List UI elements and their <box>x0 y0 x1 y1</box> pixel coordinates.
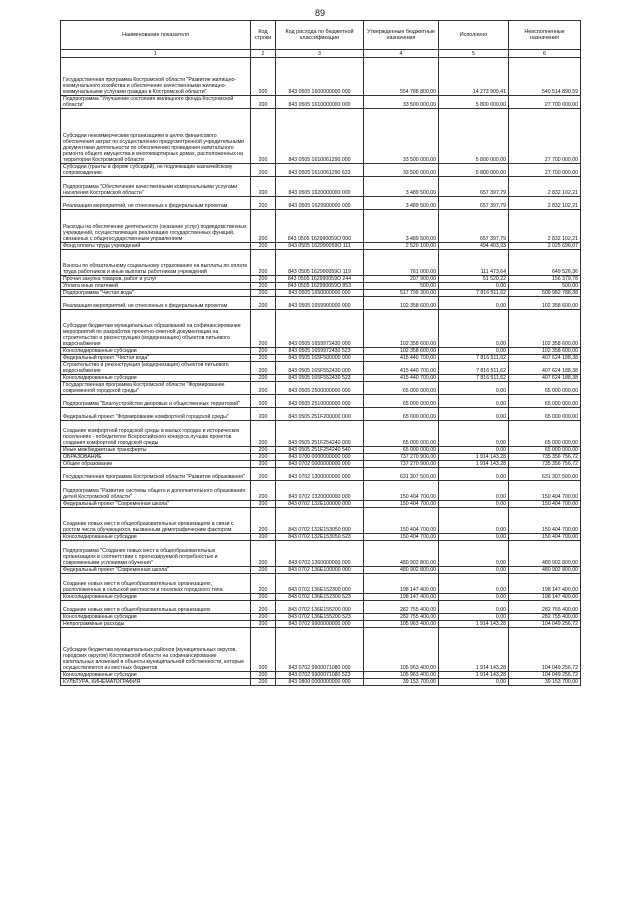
row-approved-cell: 33 500 000,00 <box>364 109 439 164</box>
row-code-cell: 200 <box>251 508 276 534</box>
row-code-cell: 200 <box>251 594 276 601</box>
row-code-cell: 200 <box>251 243 276 250</box>
row-remaining-cell: 27 700 000,00 <box>509 164 581 177</box>
table-row <box>61 454 581 461</box>
row-remaining-cell: 407 624 188,38 <box>509 362 581 375</box>
table-row <box>61 395 581 408</box>
row-code-cell: 200 <box>251 614 276 621</box>
row-remaining-cell: 631 307 500,00 <box>509 468 581 481</box>
row-approved-cell: 761 000,00 <box>364 250 439 276</box>
row-name-cell: Государственная программа Костромской области "Развитие образования" <box>61 468 251 481</box>
row-code-cell: 200 <box>251 628 276 672</box>
row-remaining-cell: 65 000 000,00 <box>509 421 581 447</box>
row-executed-cell: 657 397,79 <box>439 197 509 210</box>
row-code-cell: 200 <box>251 461 276 468</box>
row-kbk-cell: 843 0505 165F552430 523 <box>276 375 364 382</box>
row-kbk-cell: 843 0505 1659972430 000 <box>276 310 364 348</box>
row-kbk-cell: 843 0505 162990059О 853 <box>276 283 364 290</box>
row-remaining-cell: 104 049 256,72 <box>509 672 581 679</box>
row-remaining-cell: 407 624 188,38 <box>509 355 581 362</box>
row-approved-cell: 500,00 <box>364 283 439 290</box>
row-executed-cell: 0,00 <box>439 501 509 508</box>
row-kbk-cell: 843 0505 162990059О 119 <box>276 250 364 276</box>
table-row <box>61 679 581 686</box>
row-executed-cell: 7 816 511,62 <box>439 355 509 362</box>
row-name-cell: Создание новых мест в общеобразовательных организациях в связи с ростом числа обучающихся, вызванным демографическим фактором <box>61 508 251 534</box>
table-row <box>61 621 581 628</box>
row-name-cell: Федеральный проект "Современная школа" <box>61 501 251 508</box>
row-name-cell: Федеральный проект "Формирование комфортной городской среды" <box>61 408 251 421</box>
row-name-cell: Субсидии некоммерческим организациям в целях финансового обеспечения затрат по осуществлению предусмотренной учредительными документами деятельности по обеспечению проведения капитального ремонта общего имущества в многоквартирных домах, расположенных на территории Костромской области <box>61 109 251 164</box>
row-name-cell: Субсидии бюджетам муниципальных образований на софинансирование мероприятий по разработке проектно-сметной документации на строительство и реконструкцию (модернизацию) объектов питьевого водоснабжения <box>61 310 251 348</box>
row-remaining-cell: 2 025 696,07 <box>509 243 581 250</box>
row-executed-cell: 5 800 000,00 <box>439 96 509 109</box>
row-kbk-cell: 843 0505 1610061290 000 <box>276 109 364 164</box>
row-executed-cell: 0,00 <box>439 614 509 621</box>
row-code-cell: 200 <box>251 382 276 395</box>
row-remaining-cell: 27 700 000,00 <box>509 109 581 164</box>
row-approved-cell: 198 147 400,00 <box>364 594 439 601</box>
table-row <box>61 250 581 276</box>
row-remaining-cell: 735 356 756,72 <box>509 461 581 468</box>
row-executed-cell: 0,00 <box>439 297 509 310</box>
row-approved-cell: 65 000 000,00 <box>364 408 439 421</box>
row-kbk-cell: 843 0505 2500000000 000 <box>276 382 364 395</box>
row-executed-cell: 0,00 <box>439 382 509 395</box>
table-row <box>61 541 581 567</box>
row-code-cell: 200 <box>251 395 276 408</box>
row-kbk-cell: 843 0702 136E152300 000 <box>276 574 364 594</box>
row-kbk-cell: 843 0505 2510000000 000 <box>276 395 364 408</box>
row-kbk-cell: 843 0505 165F500000 000 <box>276 355 364 362</box>
budget-execution-table <box>60 20 581 686</box>
table-row <box>61 574 581 594</box>
row-executed-cell: 0,00 <box>439 679 509 686</box>
row-remaining-cell: 2 832 102,21 <box>509 177 581 197</box>
row-approved-cell: 415 440 700,00 <box>364 375 439 382</box>
row-executed-cell: 7 816 511,62 <box>439 375 509 382</box>
row-kbk-cell: 843 0505 251F200000 000 <box>276 408 364 421</box>
row-remaining-cell: 102 358 600,00 <box>509 348 581 355</box>
table-row <box>61 276 581 283</box>
row-name-cell: Непрограммные расходы <box>61 621 251 628</box>
row-name-cell: Подпрограмма "Благоустройство дворовых и общественных территорий" <box>61 395 251 408</box>
row-kbk-cell: 843 0702 136E100000 000 <box>276 567 364 574</box>
table-row <box>61 382 581 395</box>
row-approved-cell: 33 500 000,00 <box>364 96 439 109</box>
row-executed-cell: 7 816 511,62 <box>439 290 509 297</box>
row-code-cell: 200 <box>251 250 276 276</box>
row-approved-cell: 480 902 800,00 <box>364 541 439 567</box>
row-executed-cell: 0,00 <box>439 310 509 348</box>
row-code-cell: 200 <box>251 534 276 541</box>
row-approved-cell: 102 358 600,00 <box>364 348 439 355</box>
row-approved-cell: 2 520 100,00 <box>364 243 439 250</box>
row-approved-cell: 554 788 800,00 <box>364 58 439 96</box>
row-remaining-cell: 65 000 000,00 <box>509 382 581 395</box>
row-remaining-cell: 480 902 800,00 <box>509 567 581 574</box>
row-name-cell: ОБРАЗОВАНИЕ <box>61 454 251 461</box>
table-row <box>61 58 581 96</box>
row-code-cell: 200 <box>251 297 276 310</box>
header-line-code: Код строки <box>251 21 276 50</box>
row-kbk-cell: 843 0505 251F254240 540 <box>276 447 364 454</box>
row-name-cell: Консолидированные субсидии <box>61 672 251 679</box>
row-remaining-cell: 2 832 102,21 <box>509 197 581 210</box>
row-kbk-cell: 843 0505 162990059О 244 <box>276 276 364 283</box>
row-name-cell: Подпрограмма "Чистая вода" <box>61 290 251 297</box>
row-name-cell: Фонд оплаты труда учреждений <box>61 243 251 250</box>
table-row <box>61 283 581 290</box>
page-number: 89 <box>314 8 325 18</box>
row-approved-cell: 282 755 400,00 <box>364 601 439 614</box>
column-number: 2 <box>251 50 276 58</box>
row-name-cell: Создание новых мест в общеобразовательных организациях <box>61 601 251 614</box>
row-approved-cell: 150 404 700,00 <box>364 501 439 508</box>
row-kbk-cell: 843 0702 136E152300 523 <box>276 594 364 601</box>
row-approved-cell: 415 440 700,00 <box>364 362 439 375</box>
row-remaining-cell: 65 000 000,00 <box>509 395 581 408</box>
row-remaining-cell: 282 755 400,00 <box>509 601 581 614</box>
row-kbk-cell: 843 0505 1600000000 000 <box>276 58 364 96</box>
row-kbk-cell: 843 0702 1360000000 000 <box>276 541 364 567</box>
row-kbk-cell: 843 0702 136E155200 000 <box>276 601 364 614</box>
row-remaining-cell: 540 514 890,59 <box>509 58 581 96</box>
row-executed-cell: 0,00 <box>439 567 509 574</box>
row-approved-cell: 415 440 700,00 <box>364 355 439 362</box>
row-remaining-cell: 2 832 102,21 <box>509 210 581 243</box>
table-row <box>61 534 581 541</box>
row-approved-cell: 282 755 400,00 <box>364 614 439 621</box>
row-approved-cell: 65 000 000,00 <box>364 447 439 454</box>
row-approved-cell: 65 000 000,00 <box>364 421 439 447</box>
row-executed-cell: 0,00 <box>439 541 509 567</box>
row-remaining-cell: 480 902 800,00 <box>509 541 581 567</box>
row-remaining-cell: 39 153 700,00 <box>509 679 581 686</box>
row-kbk-cell: 843 0505 1610000000 000 <box>276 96 364 109</box>
row-remaining-cell: 150 404 700,00 <box>509 508 581 534</box>
table-row <box>61 628 581 672</box>
row-kbk-cell: 843 0505 165F552430 000 <box>276 362 364 375</box>
table-row <box>61 447 581 454</box>
row-approved-cell: 105 963 400,00 <box>364 621 439 628</box>
row-executed-cell: 0,00 <box>439 601 509 614</box>
column-number: 6 <box>509 50 581 58</box>
row-executed-cell: 0,00 <box>439 283 509 290</box>
row-executed-cell: 51 520,22 <box>439 276 509 283</box>
table-row <box>61 408 581 421</box>
row-code-cell: 200 <box>251 283 276 290</box>
row-remaining-cell: 27 700 000,00 <box>509 96 581 109</box>
row-remaining-cell: 198 147 400,00 <box>509 594 581 601</box>
row-remaining-cell: 104 049 256,72 <box>509 621 581 628</box>
row-executed-cell: 5 800 000,00 <box>439 164 509 177</box>
row-approved-cell: 102 358 600,00 <box>364 297 439 310</box>
table-body <box>61 58 581 686</box>
row-name-cell: Федеральный проект "Чистая вода" <box>61 355 251 362</box>
row-approved-cell: 198 147 400,00 <box>364 574 439 594</box>
row-approved-cell: 737 270 900,00 <box>364 461 439 468</box>
header-unexecuted-appropriations: Неисполненные назначения <box>509 21 581 50</box>
row-code-cell: 200 <box>251 481 276 501</box>
row-kbk-cell: 843 0505 1629900000 000 <box>276 197 364 210</box>
table-row <box>61 355 581 362</box>
row-name-cell: Консолидированные субсидии <box>61 375 251 382</box>
row-executed-cell: 5 800 000,00 <box>439 109 509 164</box>
row-code-cell: 200 <box>251 310 276 348</box>
row-code-cell: 200 <box>251 567 276 574</box>
row-code-cell: 200 <box>251 468 276 481</box>
row-executed-cell: 0,00 <box>439 594 509 601</box>
table-row <box>61 614 581 621</box>
row-remaining-cell: 104 049 256,72 <box>509 628 581 672</box>
table-row <box>61 362 581 375</box>
row-name-cell: Общее образование <box>61 461 251 468</box>
row-kbk-cell: 843 0702 136E155200 523 <box>276 614 364 621</box>
row-code-cell: 200 <box>251 408 276 421</box>
row-kbk-cell: 843 0505 1620000000 000 <box>276 177 364 197</box>
row-name-cell: Создание комфортной городской среды в малых городах и исторических поселениях - победителях Всероссийского конкурса лучших проектов создания комфортной городской среды <box>61 421 251 447</box>
row-name-cell: Государственная программа Костромской области "Развитие жилищно-коммунального хозяйства и обеспечение качественными жилищно-коммунальными услугами граждан в Костромской области" <box>61 58 251 96</box>
table-row <box>61 421 581 447</box>
table-row <box>61 508 581 534</box>
row-approved-cell: 33 500 000,00 <box>364 164 439 177</box>
row-kbk-cell: 843 0702 0000000000 000 <box>276 461 364 468</box>
row-approved-cell: 480 902 800,00 <box>364 567 439 574</box>
row-executed-cell: 1 914 143,28 <box>439 454 509 461</box>
row-name-cell: Иные межбюджетные трансферты <box>61 447 251 454</box>
table-row <box>61 481 581 501</box>
row-remaining-cell: 735 356 756,72 <box>509 454 581 461</box>
row-kbk-cell: 843 0702 132E100000 000 <box>276 501 364 508</box>
row-kbk-cell: 843 0702 9900071080 523 <box>276 672 364 679</box>
row-code-cell: 200 <box>251 447 276 454</box>
table-header-row <box>61 21 581 50</box>
row-approved-cell: 150 404 700,00 <box>364 481 439 501</box>
column-number: 4 <box>364 50 439 58</box>
row-name-cell: Расходы на обеспечение деятельности (оказание услуг) подведомственных учреждений, осуществляющих реализацию государственных функций, связанных с общегосударственным управлением <box>61 210 251 243</box>
row-approved-cell: 39 153 700,00 <box>364 679 439 686</box>
row-name-cell: КУЛЬТУРА, КИНЕМАТОГРАФИЯ <box>61 679 251 686</box>
header-approved-appropriations: Утвержденные бюджетные назначения <box>364 21 439 50</box>
table-row <box>61 290 581 297</box>
row-remaining-cell: 102 358 600,00 <box>509 310 581 348</box>
header-budget-classification-code: Код расхода по бюджетной классификации <box>276 21 364 50</box>
row-name-cell: Взносы по обязательному социальному страхованию на выплаты по оплате труда работников и иные выплаты работникам учреждений <box>61 250 251 276</box>
table-row <box>61 348 581 355</box>
row-executed-cell: 0,00 <box>439 348 509 355</box>
header-executed: Исполнено <box>439 21 509 50</box>
row-kbk-cell: 843 0505 1650000000 000 <box>276 290 364 297</box>
row-code-cell: 200 <box>251 362 276 375</box>
row-name-cell: Уплата иных платежей <box>61 283 251 290</box>
row-remaining-cell: 407 624 188,38 <box>509 375 581 382</box>
row-executed-cell: 1 914 143,28 <box>439 621 509 628</box>
row-code-cell: 200 <box>251 177 276 197</box>
row-approved-cell: 737 270 900,00 <box>364 454 439 461</box>
row-approved-cell: 3 489 500,00 <box>364 197 439 210</box>
row-approved-cell: 631 307 500,00 <box>364 468 439 481</box>
row-executed-cell: 0,00 <box>439 421 509 447</box>
row-code-cell: 200 <box>251 621 276 628</box>
column-number: 1 <box>61 50 251 58</box>
row-name-cell: Консолидированные субсидии <box>61 348 251 355</box>
row-code-cell: 200 <box>251 421 276 447</box>
table-row <box>61 177 581 197</box>
row-name-cell: Государственная программа Костромской области "Формирование современной городской среды" <box>61 382 251 395</box>
row-name-cell: Субсидии бюджетам муниципальных районов (муниципальных округов, городских округов) Костромской области на софинансирование капитальных вложений в объекты муниципальной собственности, которые осуществляются из местных бюджетов <box>61 628 251 672</box>
row-code-cell: 200 <box>251 679 276 686</box>
column-number-row <box>61 50 581 58</box>
row-executed-cell: 7 816 511,62 <box>439 362 509 375</box>
table-row <box>61 109 581 164</box>
row-name-cell: Подпрограмма "Обеспечение качественными коммунальными услугами населения Костромской области" <box>61 177 251 197</box>
row-executed-cell: 1 914 143,28 <box>439 628 509 672</box>
row-approved-cell: 105 963 400,00 <box>364 672 439 679</box>
row-approved-cell: 517 799 300,00 <box>364 290 439 297</box>
header-indicator-name: Наименование показателя <box>61 21 251 50</box>
row-executed-cell: 14 273 909,41 <box>439 58 509 96</box>
row-approved-cell: 150 404 700,00 <box>364 534 439 541</box>
table-row <box>61 297 581 310</box>
row-name-cell: Подпрограмма "Улучшение состояния жилищного фонда Костромской области" <box>61 96 251 109</box>
table-row <box>61 197 581 210</box>
table-row <box>61 243 581 250</box>
row-remaining-cell: 282 755 400,00 <box>509 614 581 621</box>
row-kbk-cell: 843 0505 162990059О 111 <box>276 243 364 250</box>
row-kbk-cell: 843 0700 0000000000 000 <box>276 454 364 461</box>
table-row <box>61 461 581 468</box>
row-name-cell: Реализация мероприятий, не отнесенных к федеральным проектам <box>61 297 251 310</box>
row-name-cell: Консолидированные субсидии <box>61 534 251 541</box>
row-executed-cell: 1 914 143,28 <box>439 461 509 468</box>
row-code-cell: 200 <box>251 601 276 614</box>
table-row <box>61 594 581 601</box>
column-number: 3 <box>276 50 364 58</box>
row-kbk-cell: 843 0505 1659900000 000 <box>276 297 364 310</box>
row-executed-cell: 1 914 143,28 <box>439 672 509 679</box>
row-remaining-cell: 65 000 000,00 <box>509 447 581 454</box>
row-name-cell: Консолидированные субсидии <box>61 614 251 621</box>
row-executed-cell: 494 403,93 <box>439 243 509 250</box>
row-remaining-cell: 150 404 700,00 <box>509 481 581 501</box>
table-row <box>61 310 581 348</box>
row-executed-cell: 657 397,79 <box>439 177 509 197</box>
row-code-cell: 200 <box>251 210 276 243</box>
row-name-cell: Строительство и реконструкция (модернизация) объектов питьевого водоснабжения <box>61 362 251 375</box>
table-row <box>61 468 581 481</box>
row-code-cell: 200 <box>251 58 276 96</box>
row-kbk-cell: 843 0505 1610061290 633 <box>276 164 364 177</box>
row-name-cell: Подпрограмма "Развитие системы общего и дополнительного образования детей Костромской области" <box>61 481 251 501</box>
column-number: 5 <box>439 50 509 58</box>
row-kbk-cell: 843 0505 251F254240 000 <box>276 421 364 447</box>
row-code-cell: 200 <box>251 290 276 297</box>
row-approved-cell: 65 000 000,00 <box>364 395 439 408</box>
row-kbk-cell: 843 0800 0000000000 000 <box>276 679 364 686</box>
row-kbk-cell: 843 0702 132E153050 523 <box>276 534 364 541</box>
row-executed-cell: 0,00 <box>439 508 509 534</box>
row-code-cell: 200 <box>251 672 276 679</box>
row-executed-cell: 0,00 <box>439 408 509 421</box>
row-approved-cell: 102 358 600,00 <box>364 310 439 348</box>
table-row <box>61 567 581 574</box>
row-code-cell: 200 <box>251 164 276 177</box>
row-remaining-cell: 649 526,36 <box>509 250 581 276</box>
row-code-cell: 200 <box>251 348 276 355</box>
row-name-cell: Субсидии (гранты в форме субсидий), не подлежащие казначейскому сопровождению <box>61 164 251 177</box>
row-remaining-cell: 500,00 <box>509 283 581 290</box>
row-name-cell: Федеральный проект "Современная школа" <box>61 567 251 574</box>
row-code-cell: 200 <box>251 109 276 164</box>
row-remaining-cell: 150 404 700,00 <box>509 501 581 508</box>
row-kbk-cell: 843 0702 1300000000 000 <box>276 468 364 481</box>
row-code-cell: 200 <box>251 375 276 382</box>
row-code-cell: 200 <box>251 541 276 567</box>
row-code-cell: 200 <box>251 276 276 283</box>
row-executed-cell: 0,00 <box>439 468 509 481</box>
table-row <box>61 501 581 508</box>
row-kbk-cell: 843 0702 9900071080 000 <box>276 628 364 672</box>
row-remaining-cell: 150 404 700,00 <box>509 534 581 541</box>
row-executed-cell: 111 473,64 <box>439 250 509 276</box>
row-code-cell: 200 <box>251 96 276 109</box>
row-name-cell: Реализация мероприятий, не отнесенных к федеральным проектам <box>61 197 251 210</box>
row-kbk-cell: 843 0702 1320000000 000 <box>276 481 364 501</box>
table-row <box>61 672 581 679</box>
row-name-cell: Консолидированные субсидии <box>61 594 251 601</box>
table-row <box>61 164 581 177</box>
table-row <box>61 210 581 243</box>
row-kbk-cell: 843 0505 162990059О 000 <box>276 210 364 243</box>
table-row <box>61 601 581 614</box>
row-executed-cell: 0,00 <box>439 534 509 541</box>
row-executed-cell: 0,00 <box>439 574 509 594</box>
row-executed-cell: 0,00 <box>439 481 509 501</box>
row-name-cell: Подпрограмма "Создание новых мест в общеобразовательных организациях в соответствии с прогнозируемой потребностью и современными условиями обучения" <box>61 541 251 567</box>
row-kbk-cell: 843 0702 132E153050 000 <box>276 508 364 534</box>
row-name-cell: Создание новых мест в общеобразовательных организациях, расположенных в сельской местности и поселках городского типа <box>61 574 251 594</box>
row-executed-cell: 0,00 <box>439 447 509 454</box>
row-kbk-cell: 843 0702 9900000000 000 <box>276 621 364 628</box>
table-row <box>61 96 581 109</box>
row-code-cell: 200 <box>251 355 276 362</box>
row-approved-cell: 65 000 000,00 <box>364 382 439 395</box>
row-code-cell: 200 <box>251 574 276 594</box>
row-approved-cell: 207 900,00 <box>364 276 439 283</box>
row-approved-cell: 3 489 500,00 <box>364 210 439 243</box>
row-kbk-cell: 843 0505 1659972430 523 <box>276 348 364 355</box>
row-remaining-cell: 156 379,78 <box>509 276 581 283</box>
row-remaining-cell: 509 982 788,38 <box>509 290 581 297</box>
row-code-cell: 200 <box>251 197 276 210</box>
row-code-cell: 200 <box>251 454 276 461</box>
row-executed-cell: 657 397,79 <box>439 210 509 243</box>
row-name-cell: Прочая закупка товаров, работ и услуг <box>61 276 251 283</box>
table-row <box>61 375 581 382</box>
row-code-cell: 200 <box>251 501 276 508</box>
row-remaining-cell: 198 147 400,00 <box>509 574 581 594</box>
row-remaining-cell: 102 358 600,00 <box>509 297 581 310</box>
row-approved-cell: 105 963 400,00 <box>364 628 439 672</box>
row-approved-cell: 3 489 500,00 <box>364 177 439 197</box>
row-executed-cell: 0,00 <box>439 395 509 408</box>
row-approved-cell: 150 404 700,00 <box>364 508 439 534</box>
row-remaining-cell: 65 000 000,00 <box>509 408 581 421</box>
